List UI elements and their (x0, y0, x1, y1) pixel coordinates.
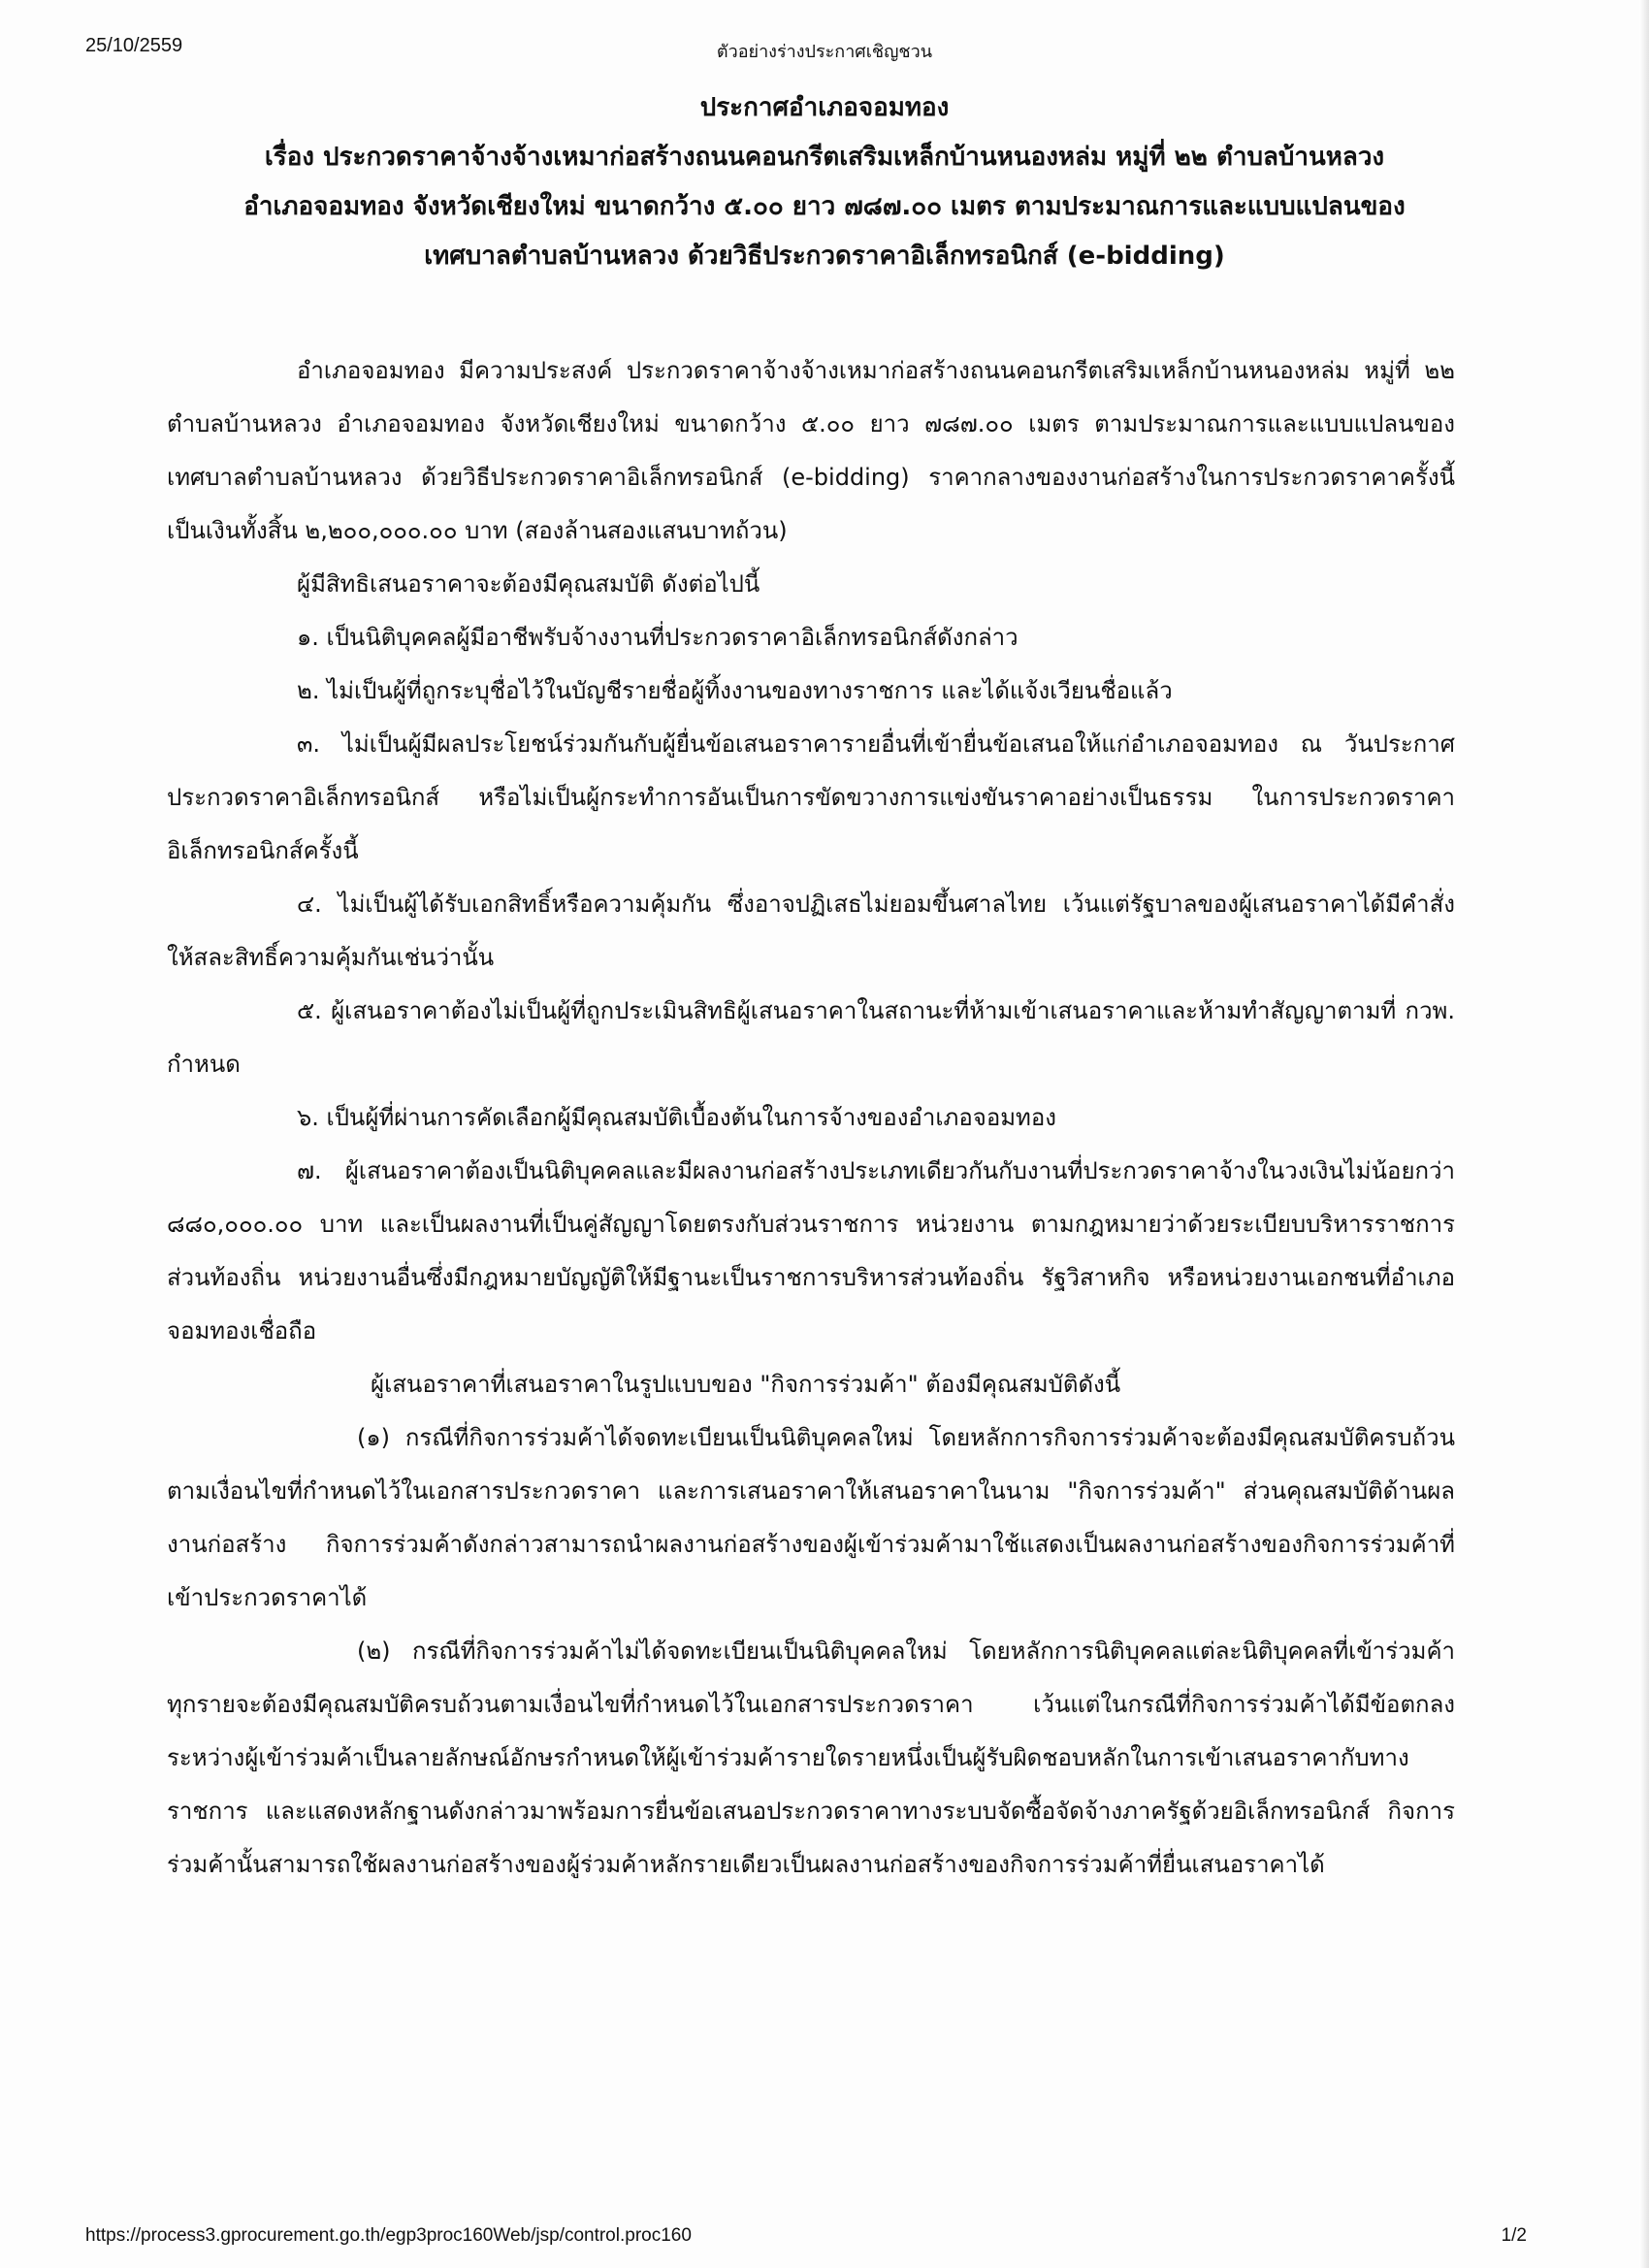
qualification-item: ๓. ไม่เป็นผู้มีผลประโยชน์ร่วมกันกับผู้ยื่นข้อเสนอราคารายอื่นที่เข้ายื่นข้อเสนอให้แก่อำเภอจอมทอง ณ วันประกาศประกวดราคาอิเล็กทรอนิกส์ หรือไม่เป็นผู้กระทำการอันเป็นการขัดขวางการแข่งขันราคาอย่างเป็นธรรม ในการประกวดราคาอิเล็กทรอนิกส์ครั้งนี้ (167, 730, 1455, 864)
announcement-title (155, 83, 1494, 281)
qualifications-intro: ผู้มีสิทธิเสนอราคาจะต้องมีคุณสมบัติ ดังต่อไปนี้ (297, 570, 760, 598)
intro-paragraph: อำเภอจอมทอง มีความประสงค์ ประกวดราคาจ้างจ้างเหมาก่อสร้างถนนคอนกรีตเสริมเหล็กบ้านหนองหล่ม หมู่ที่ ๒๒ ตำบลบ้านหลวง อำเภอจอมทอง จังหวัดเชียงใหม่ ขนาดกว้าง ๕.๐๐ ยาว ๗๘๗.๐๐ เมตร ตามประมาณการและแบบแปลนของเทศบาลตำบลบ้านหลวง ด้วยวิธีประกวดราคาอิเล็กทรอนิกส์ (e-bidding) ราคากลางของงานก่อสร้างในการประกวดราคาครั้งนี้เป็นเงินทั้งสิ้น ๒,๒๐๐,๐๐๐.๐๐ บาท (สองล้านสองแสนบาทถ้วน) (167, 357, 1455, 544)
title-line-3: อำเภอจอมทอง จังหวัดเชียงใหม่ ขนาดกว้าง ๕.๐๐ ยาว ๗๘๗.๐๐ เมตร ตามประมาณการและแบบแปลนของ (243, 192, 1406, 221)
joint-venture-item: (๑) กรณีที่กิจการร่วมค้าได้จดทะเบียนเป็นนิติบุคคลใหม่ โดยหลักการกิจการร่วมค้าจะต้องมีคุณสมบัติครบถ้วนตามเงื่อนไขที่กำหนดไว้ในเอกสารประกวดราคา และการเสนอราคาให้เสนอราคาในนาม "กิจการร่วมค้า" ส่วนคุณสมบัติด้านผลงานก่อสร้าง กิจการร่วมค้าดังกล่าวสามารถนำผลงานก่อสร้างของผู้เข้าร่วมค้ามาใช้แสดงเป็นผลงานก่อสร้างของกิจการร่วมค้าที่เข้าประกวดราคาได้ (167, 1424, 1455, 1611)
qualification-item: ๑. เป็นนิติบุคคลผู้มีอาชีพรับจ้างงานที่ประกวดราคาอิเล็กทรอนิกส์ดังกล่าว (297, 624, 1018, 651)
scan-edge-shadow (1639, 0, 1649, 2268)
joint-venture-item: (๒) กรณีที่กิจการร่วมค้าไม่ได้จดทะเบียนเป็นนิติบุคคลใหม่ โดยหลักการนิติบุคคลแต่ละนิติบุคคลที่เข้าร่วมค้าทุกรายจะต้องมีคุณสมบัติครบถ้วนตามเงื่อนไขที่กำหนดไว้ในเอกสารประกวดราคา เว้นแต่ในกรณีที่กิจการร่วมค้าได้มีข้อตกลงระหว่างผู้เข้าร่วมค้าเป็นลายลักษณ์อักษรกำหนดให้ผู้เข้าร่วมค้ารายใดรายหนึ่งเป็นผู้รับผิดชอบหลักในการเข้าเสนอราคากับทางราชการ และแสดงหลักฐานดังกล่าวมาพร้อมการยื่นข้อเสนอประกวดราคาทางระบบจัดซื้อจัดจ้างภาครัฐด้วยอิเล็กทรอนิกส์ กิจการร่วมค้านั้นสามารถใช้ผลงานก่อสร้างของผู้ร่วมค้าหลักรายเดียวเป็นผลงานก่อสร้างของกิจการร่วมค้าที่ยื่นเสนอราคาได้ (167, 1637, 1455, 1878)
qualification-item: ๔. ไม่เป็นผู้ได้รับเอกสิทธิ์หรือความคุ้มกัน ซึ่งอาจปฏิเสธไม่ยอมขึ้นศาลไทย เว้นแต่รัฐบาลของผู้เสนอราคาได้มีคำสั่งให้สละสิทธิ์ความคุ้มกันเช่นว่านั้น (167, 891, 1455, 971)
qualification-item: ๕. ผู้เสนอราคาต้องไม่เป็นผู้ที่ถูกประเมินสิทธิผู้เสนอราคาในสถานะที่ห้ามเข้าเสนอราคาและห้ามทำสัญญาตามที่ กวพ. กำหนด (167, 997, 1455, 1078)
title-line-1: ประกาศอำเภอจอมทอง (699, 93, 950, 122)
document-subtitle: ตัวอย่างร่างประกาศเชิญชวน (716, 42, 933, 62)
qualification-item: ๗. ผู้เสนอราคาต้องเป็นนิติบุคคลและมีผลงานก่อสร้างประเภทเดียวกันกับงานที่ประกวดราคาจ้างในวงเงินไม่น้อยกว่า ๘๘๐,๐๐๐.๐๐ บาท และเป็นผลงานที่เป็นคู่สัญญาโดยตรงกับส่วนราชการ หน่วยงาน ตามกฎหมายว่าด้วยระเบียบบริหารราชการส่วนท้องถิ่น หน่วยงานอื่นซึ่งมีกฎหมายบัญญัติให้มีฐานะเป็นราชการบริหารส่วนท้องถิ่น รัฐวิสาหกิจ หรือหน่วยงานเอกชนที่อำเภอจอมทองเชื่อถือ (167, 1157, 1455, 1345)
joint-venture-intro: ผู้เสนอราคาที่เสนอราคาในรูปแบบของ "กิจการร่วมค้า" ต้องมีคุณสมบัติดังนี้ (371, 1371, 1121, 1398)
page-number: 1/2 (1501, 2225, 1527, 2246)
title-line-2: เรื่อง ประกวดราคาจ้างจ้างเหมาก่อสร้างถนนคอนกรีตเสริมเหล็กบ้านหนองหล่ม หมู่ที่ ๒๒ ตำบลบ้านหลวง (264, 143, 1385, 172)
qualification-item: ๖. เป็นผู้ที่ผ่านการคัดเลือกผู้มีคุณสมบัติเบื้องต้นในการจ้างของอำเภอจอมทอง (297, 1104, 1057, 1131)
print-date: 25/10/2559 (85, 35, 183, 56)
qualification-item: ๒. ไม่เป็นผู้ที่ถูกระบุชื่อไว้ในบัญชีรายชื่อผู้ทิ้งงานของทางราชการ และได้แจ้งเวียนชื่อแล้ว (297, 677, 1173, 704)
announcement-body (167, 344, 1455, 1892)
title-line-4: เทศบาลตำบลบ้านหลวง ด้วยวิธีประกวดราคาอิเล็กทรอนิกส์ (e-bidding) (424, 242, 1225, 271)
source-url: https://process3.gprocurement.go.th/egp3proc160Web/jsp/control.proc160 (85, 2225, 692, 2246)
